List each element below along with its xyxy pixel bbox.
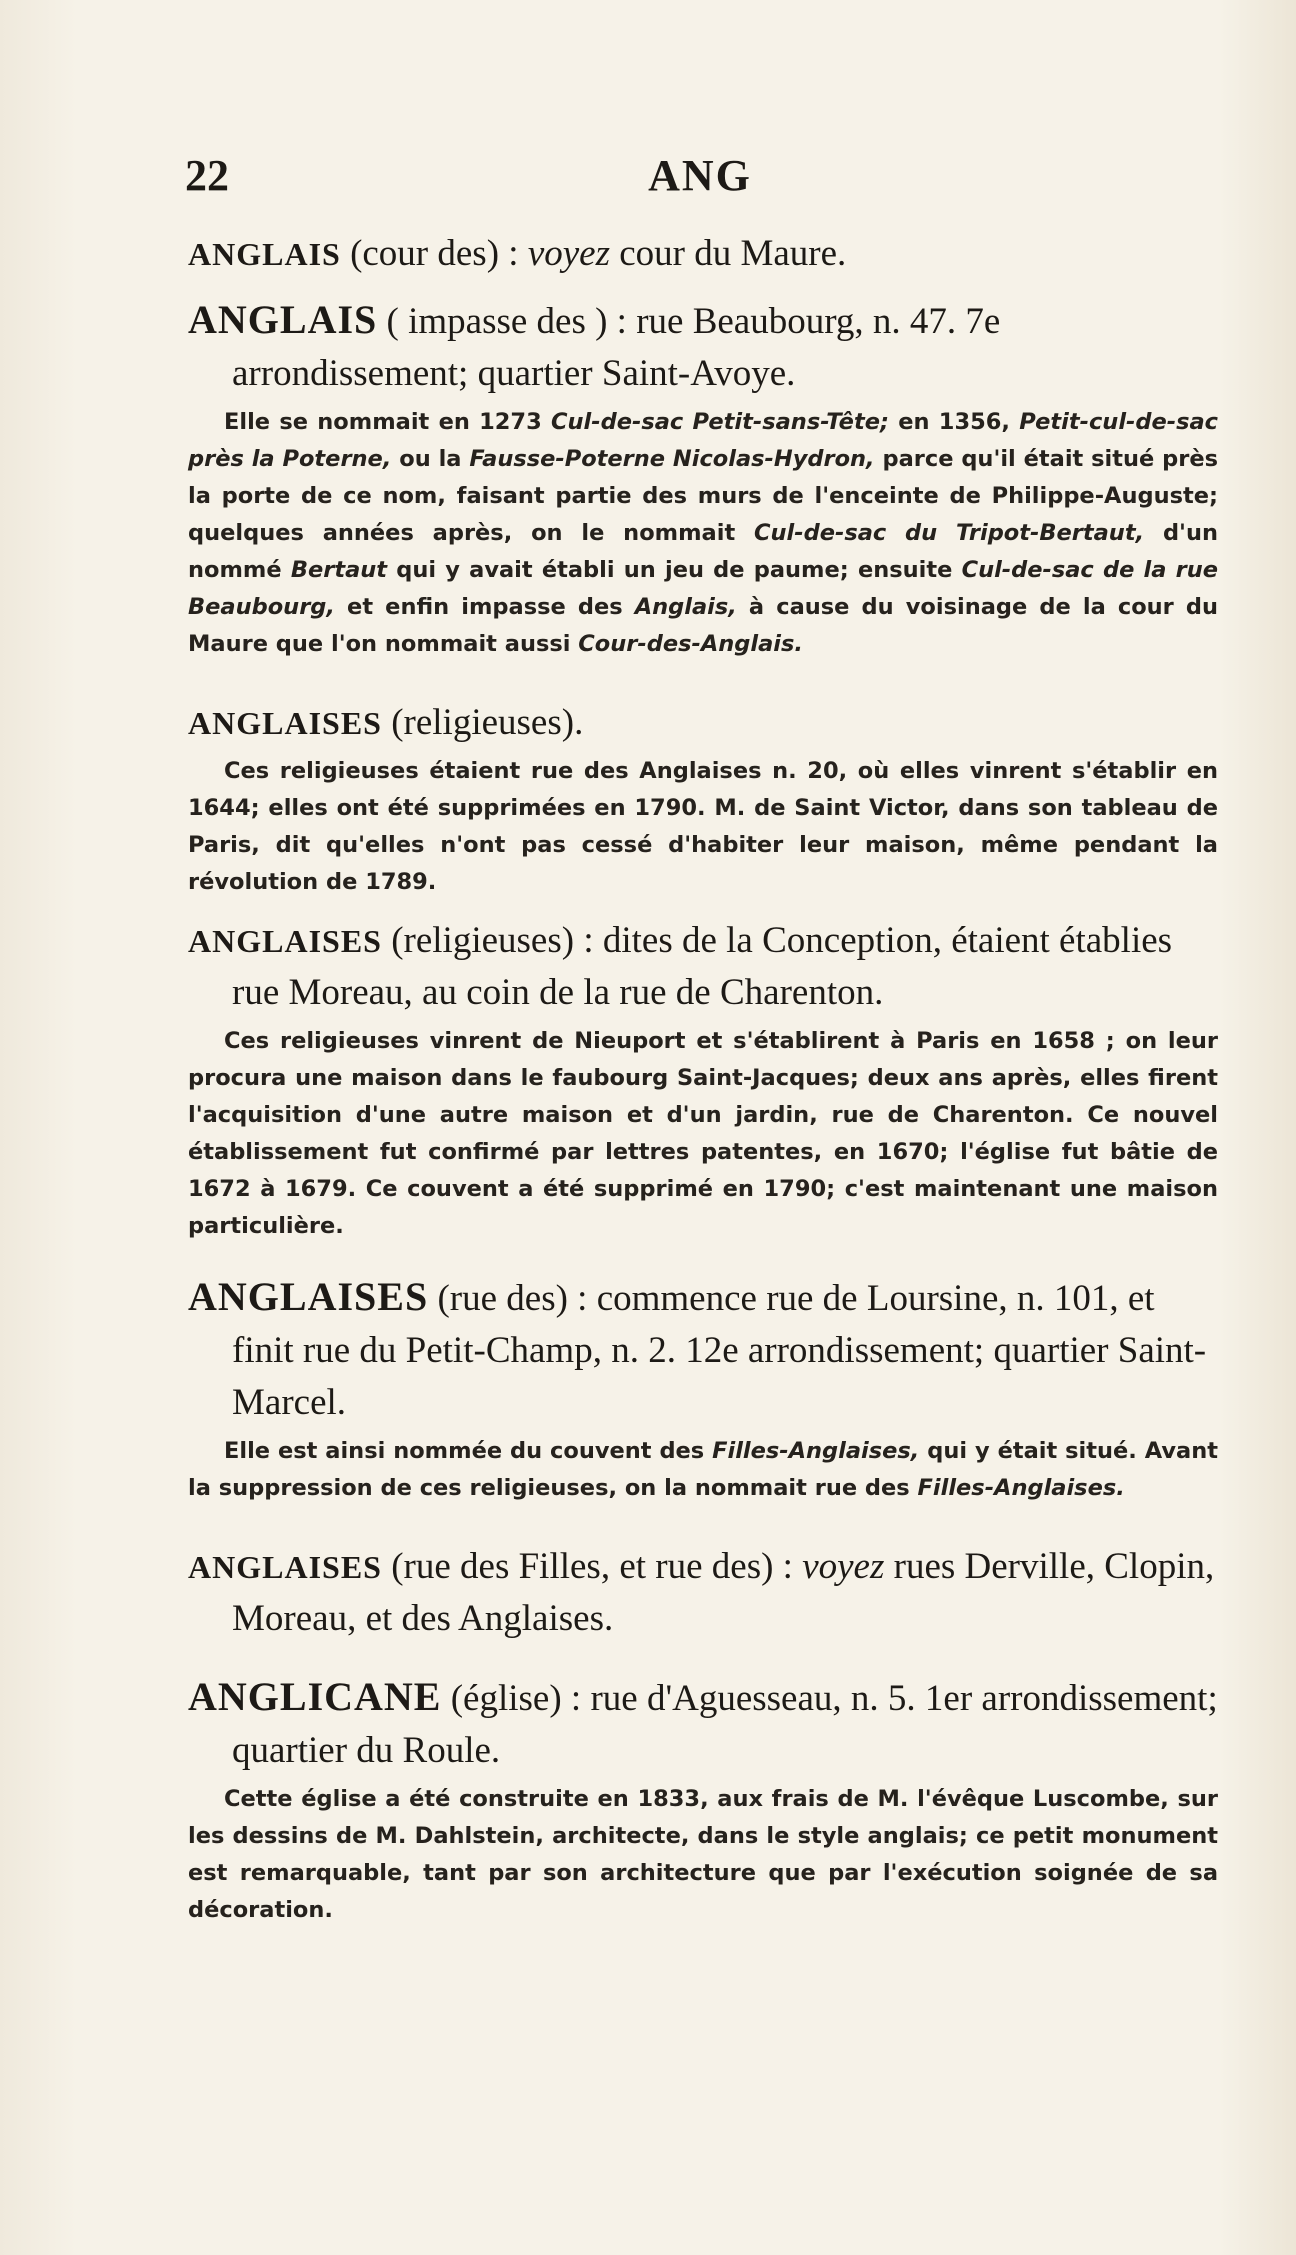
cross-reference-see: voyez <box>527 233 610 274</box>
entry-note: Ces religieuses vinrent de Nieuport et s'établirent à Paris en 1658 ; on leur procura une maison dans le faubourg Saint-Jacques; deux ans après, elles firent l'acquisition d'une autre maison et d'un jardin, rue de Charenton. Ce nouvel établissement fut confirmé par lettres patentes, en 1670; l'église fut bâtie de 1672 à 1679. Ce couvent a été supprimé en 1790; c'est maintenant une maison particulière. <box>188 1028 1218 1239</box>
cross-reference-see: voyez <box>802 1546 885 1587</box>
note-italic: Petit-cul-de-sac près la Poterne, <box>188 409 1218 472</box>
note-text: qui y avait établi un jeu de paume; ensuite <box>387 557 962 583</box>
note-text: Elle se nommait en 1273 <box>224 409 552 435</box>
page-header <box>185 150 1215 210</box>
note-text: et enfin impasse des <box>334 594 635 620</box>
note-text: à cause du voisinage de la cour du Maure que l'on nommait aussi <box>188 594 1218 657</box>
note-text: en 1356, <box>888 409 1020 435</box>
entry-anglicane-eglise <box>188 1671 1218 1929</box>
headword: ANGLICANE <box>188 1674 442 1719</box>
entry-anglaises-rue <box>188 1271 1218 1507</box>
note-text: Elle est ainsi nommée du couvent des <box>224 1438 713 1464</box>
entry-text: (église) : rue d'Aguesseau, n. 5. 1er arrondissement; quartier du Roule. <box>232 1678 1218 1771</box>
entry-text-after: rues Derville, Clopin, Moreau, et des Anglaises. <box>232 1546 1215 1639</box>
note-italic: Fausse-Poterne Nicolas-Hydron, <box>469 446 875 472</box>
entry-text: (rue des Filles, et rue des) : <box>381 1546 803 1587</box>
entry-heading <box>188 1271 1218 1429</box>
note-italic: Bertaut <box>290 557 388 583</box>
entry-anglaises-filles <box>188 1541 1218 1645</box>
entry-text: ( impasse des ) : rue Beaubourg, n. 47. 7e arrondissement; quartier Saint-Avoye. <box>232 301 1001 394</box>
headword: ANGLAIS <box>188 297 378 342</box>
note-text: d'un nommé <box>188 520 1218 583</box>
entry-anglaises-conception <box>188 915 1218 1245</box>
entry-heading <box>188 1671 1218 1777</box>
entry-anglais-cour <box>188 228 1218 280</box>
entry-heading <box>188 915 1218 1019</box>
note-italic: Cour-des-Anglais. <box>578 631 803 657</box>
entry-heading <box>188 1541 1218 1645</box>
entry-anglais-impasse <box>188 294 1218 663</box>
entry-anglaises-religieuses <box>188 697 1218 901</box>
note-italic: Cul-de-sac de la rue Beaubourg, <box>188 557 1218 620</box>
entry-text: (religieuses). <box>381 702 584 743</box>
entry-text: (religieuses) : dites de la Conception, étaient établies rue Moreau, au coin de la rue de Charenton. <box>232 920 1173 1013</box>
note-italic: Filles-Anglaises. <box>917 1475 1125 1501</box>
headword: ANGLAISES <box>188 1549 382 1585</box>
headword: ANGLAISES <box>188 705 382 741</box>
entry-text-after: cour du Maure. <box>609 233 847 274</box>
note-italic: Anglais, <box>634 594 737 620</box>
entry-note <box>188 1433 1218 1507</box>
note-italic: Cul-de-sac du Tripot-Bertaut, <box>754 520 1145 546</box>
note-italic: Cul-de-sac Petit-sans-Tête; <box>551 409 889 435</box>
headword: ANGLAISES <box>188 923 382 959</box>
entry-heading <box>188 294 1218 400</box>
page-content <box>188 228 1218 1929</box>
note-text: qui y était situé. Avant la suppression de ces religieuses, on la nommait rue des <box>188 1438 1218 1501</box>
entry-heading <box>188 228 1218 280</box>
entry-note <box>188 404 1218 663</box>
entry-text: (rue des) : commence rue de Loursine, n. 101, et finit rue du Petit-Champ, n. 2. 12e arrondissement; quartier Saint-Marcel. <box>232 1278 1207 1423</box>
entry-heading <box>188 697 1218 749</box>
entry-note: Cette église a été construite en 1833, aux frais de M. l'évêque Luscombe, sur les dessins de M. Dahlstein, architecte, dans le style anglais; ce petit monument est remarquable, tant par son architecture que par l'exécution soignée de sa décoration. <box>188 1786 1218 1923</box>
note-text: ou la <box>391 446 470 472</box>
note-text: parce qu'il était situé près la porte de ce nom, faisant partie des murs de l'enceinte de Philippe-Auguste; quelques années après, on le nommait <box>188 446 1219 546</box>
running-head: ANG <box>648 151 752 200</box>
headword: ANGLAISES <box>188 1274 429 1319</box>
headword: ANGLAIS <box>188 236 341 272</box>
entry-note: Ces religieuses étaient rue des Anglaises n. 20, où elles vinrent s'établir en 1644; elles ont été supprimées en 1790. M. de Saint Victor, dans son tableau de Paris, dit qu'elles n'ont pas cessé d'habiter leur maison, même pendant la révolution de 1789. <box>188 758 1218 895</box>
page-number: 22 <box>185 151 229 200</box>
note-italic: Filles-Anglaises, <box>712 1438 920 1464</box>
entry-text: (cour des) : <box>340 233 528 274</box>
